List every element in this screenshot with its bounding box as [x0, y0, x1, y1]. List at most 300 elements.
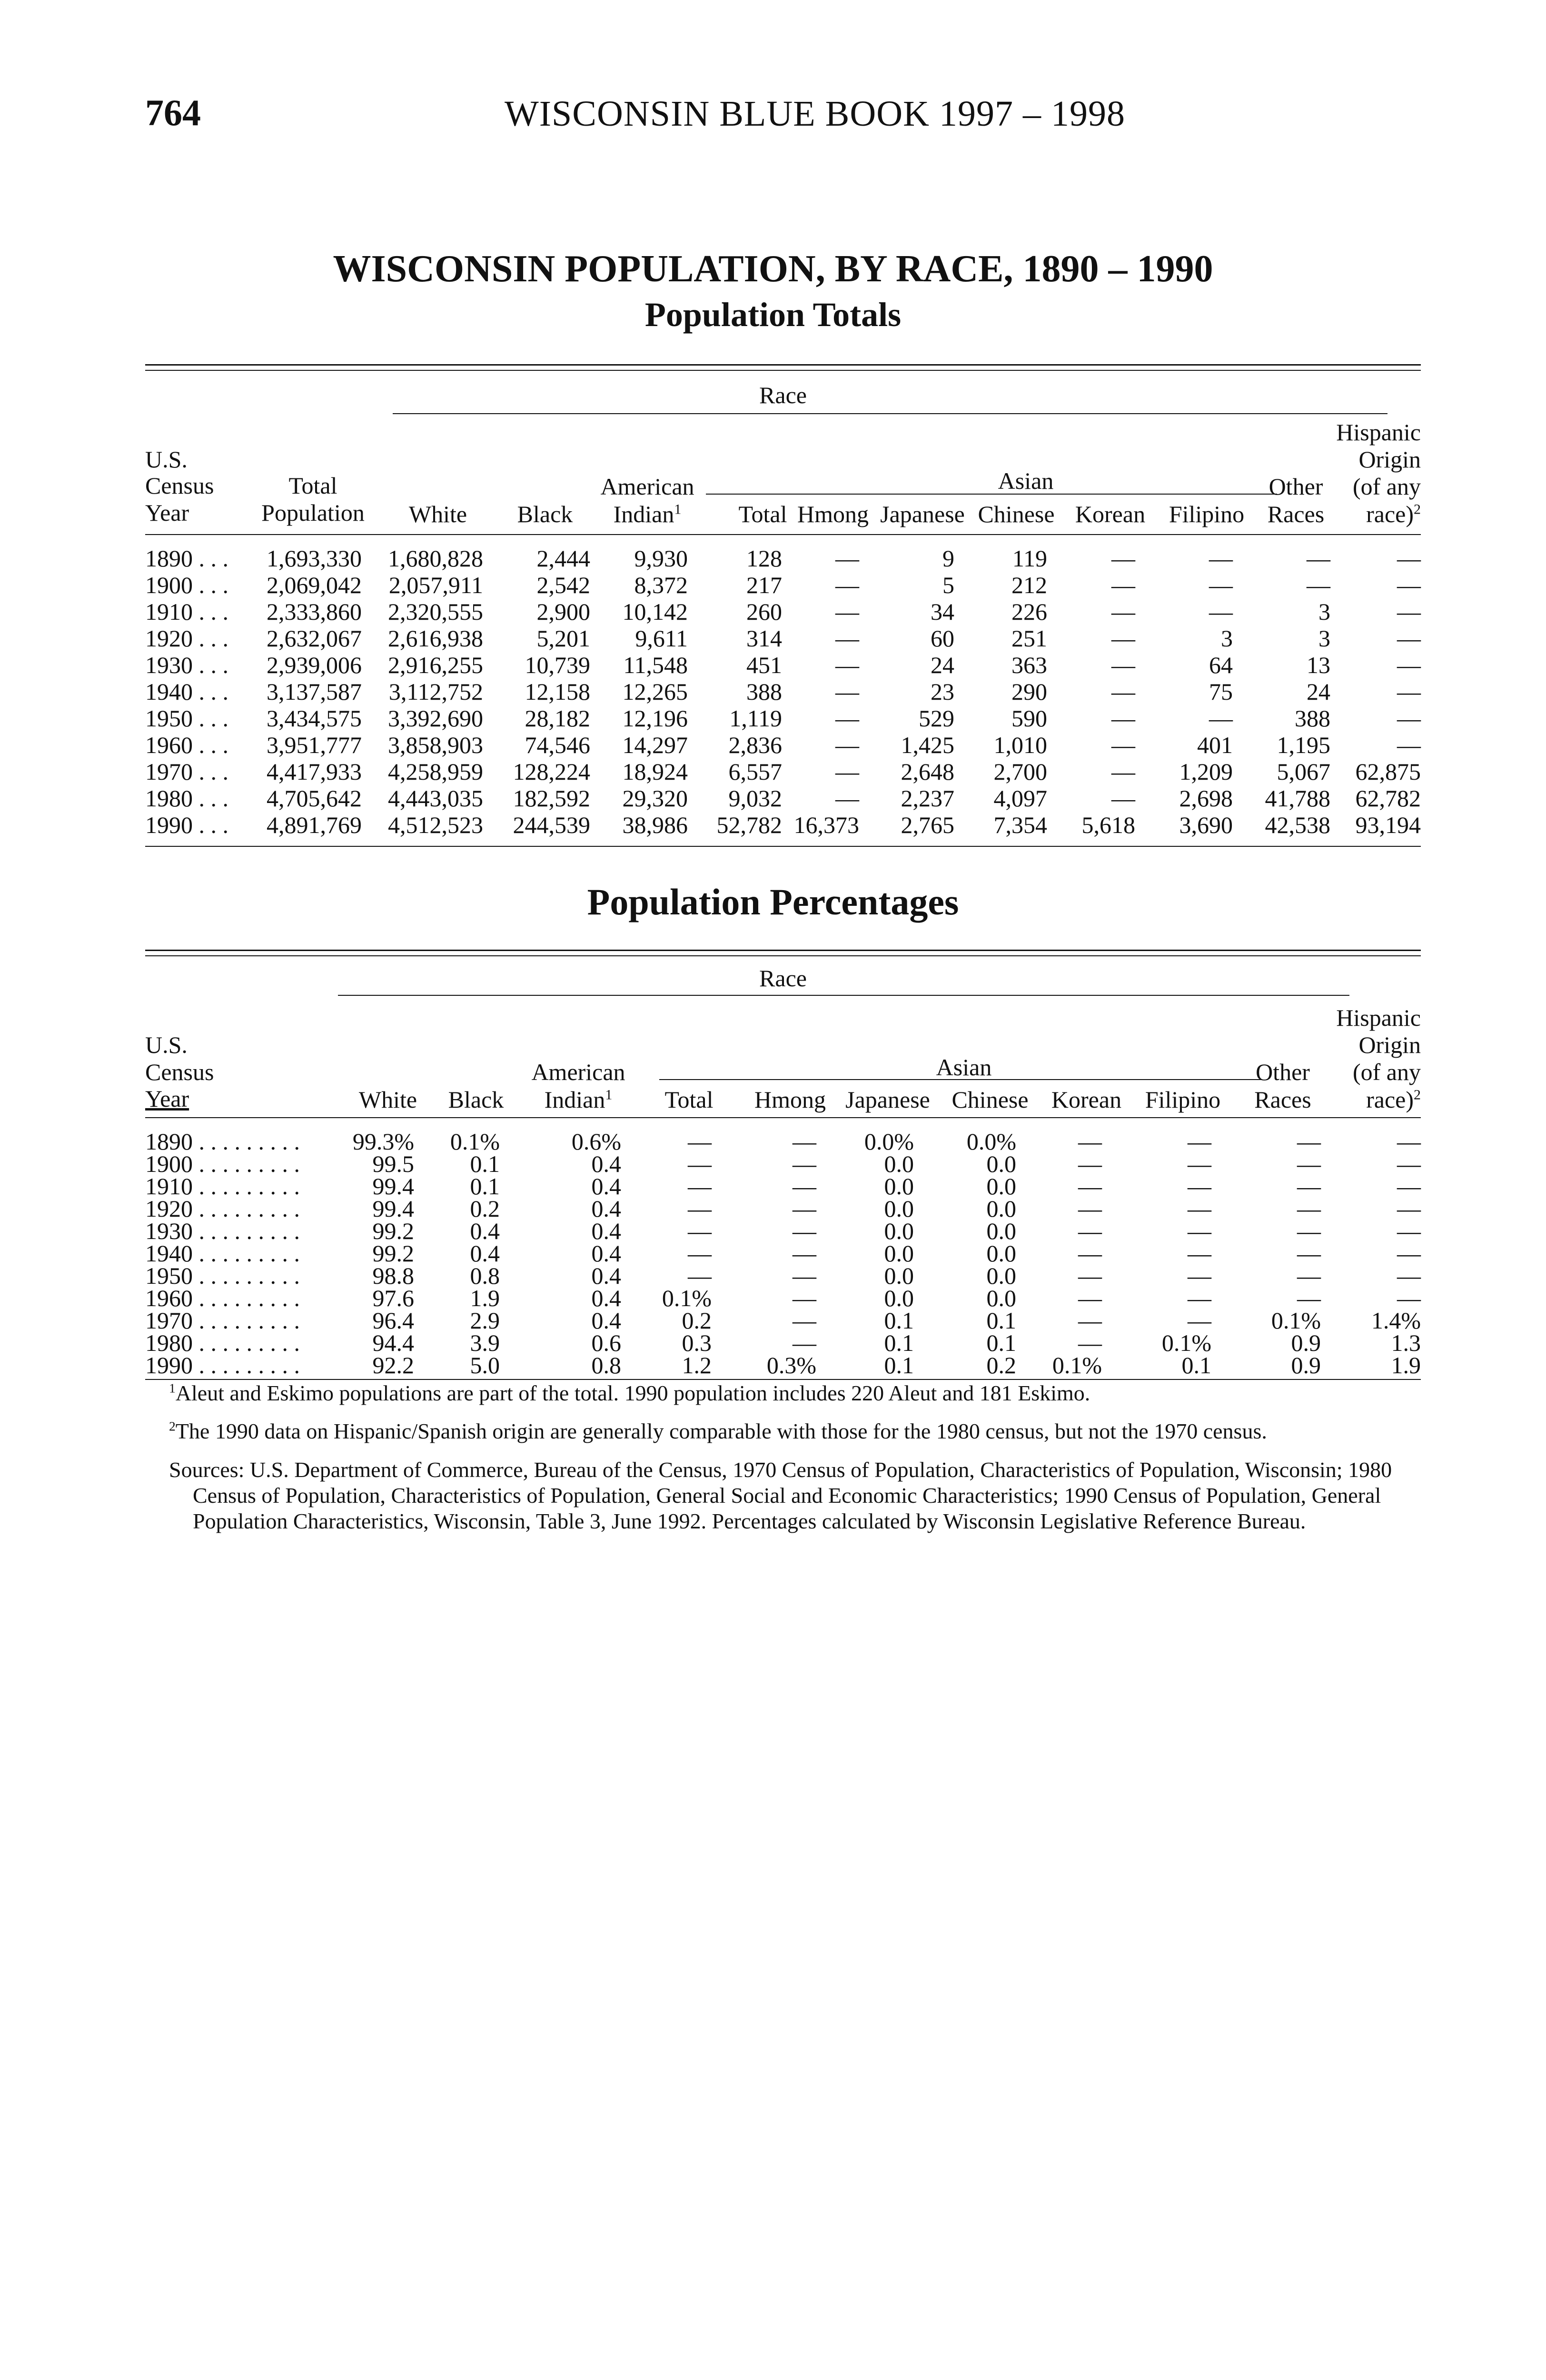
table-cell: 0.2 [682, 1307, 712, 1334]
asian-header: Asian [969, 469, 1083, 493]
table-cell: — [1397, 625, 1421, 652]
table-cell: — [1397, 572, 1421, 598]
table-cell: — [793, 1128, 816, 1155]
table-cell: 2,444 [536, 545, 590, 572]
asian-total-header: Total [664, 1086, 714, 1113]
table-cell: — [835, 625, 859, 652]
row-year: 1980 . . . [145, 785, 228, 812]
table-cell: — [1209, 545, 1233, 572]
other-header-1: Other [1269, 473, 1323, 500]
table-cell: 260 [746, 598, 782, 625]
table-cell: 0.8 [470, 1262, 500, 1289]
american-header: American [600, 473, 694, 500]
table-cell: 0.0% [966, 1128, 1016, 1155]
korean-header: Korean [1075, 501, 1146, 527]
table-cell: 9 [942, 545, 954, 572]
row-year: 1920 . . . . . . . . . [145, 1195, 300, 1222]
table-cell: 60 [931, 625, 954, 652]
row-year: 1990 . . . [145, 812, 228, 838]
table-cell: 0.4 [591, 1218, 621, 1244]
table-cell: 92.2 [372, 1352, 414, 1378]
table-cell: 5,618 [1081, 812, 1135, 838]
table-cell: 5,067 [1277, 758, 1330, 785]
table-cell: — [1297, 1218, 1321, 1244]
table-cell: 251 [1011, 625, 1047, 652]
other-header-2: Races [1254, 1086, 1311, 1113]
table-cell: — [1297, 1262, 1321, 1289]
top-rule-2 [145, 370, 1421, 371]
table-cell: — [1188, 1173, 1211, 1200]
table-cell: 1.3 [1391, 1329, 1421, 1356]
asian-rule [706, 494, 1277, 495]
hispanic-header-2: Origin [1358, 446, 1421, 473]
table-cell: 119 [1012, 545, 1047, 572]
year-header-3: Year [145, 1085, 189, 1112]
table-cell: 10,739 [525, 652, 590, 678]
table-cell: — [1397, 1150, 1421, 1177]
table-cell: 2,069,042 [267, 572, 362, 598]
table-cell: 24 [931, 652, 954, 678]
table-cell: 9,930 [634, 545, 688, 572]
table-cell: 2,320,555 [388, 598, 483, 625]
table-cell: 1,680,828 [388, 545, 483, 572]
total-header-2: Population [261, 499, 365, 526]
table-cell: 128,224 [513, 758, 590, 785]
table-cell: 5.0 [470, 1352, 500, 1378]
table-cell: — [1397, 1173, 1421, 1200]
table-cell: 3.9 [470, 1329, 500, 1356]
table-cell: 0.0 [884, 1218, 914, 1244]
table-cell: 2,616,938 [388, 625, 483, 652]
black-header: Black [517, 501, 573, 527]
table-cell: — [1297, 1240, 1321, 1267]
row-year: 1960 . . . [145, 732, 228, 758]
table-cell: 99.3% [352, 1128, 414, 1155]
table-cell: 4,258,959 [388, 758, 483, 785]
table-cell: — [1111, 625, 1135, 652]
hmong-header: Hmong [754, 1086, 826, 1113]
table-cell: — [1111, 545, 1135, 572]
table-cell: — [688, 1173, 712, 1200]
filipino-header: Filipino [1145, 1086, 1221, 1113]
table-cell: — [793, 1307, 816, 1334]
table-cell: 2,698 [1179, 785, 1233, 812]
table-cell: 10,142 [622, 598, 688, 625]
table-cell: 2,900 [536, 598, 590, 625]
table-cell: 2,542 [536, 572, 590, 598]
table-cell: — [1078, 1307, 1102, 1334]
table-cell: 0.1 [884, 1329, 914, 1356]
table-cell: — [688, 1128, 712, 1155]
table-cell: — [793, 1195, 816, 1222]
row-year: 1950 . . . [145, 705, 228, 732]
table-cell: 7,354 [993, 812, 1047, 838]
table-cell: 9,032 [728, 785, 782, 812]
table-cell: 3 [1318, 625, 1330, 652]
hispanic-header-1: Hispanic [1336, 419, 1421, 446]
table-cell: — [1209, 572, 1233, 598]
table-cell: 3 [1318, 598, 1330, 625]
table-cell: 4,512,523 [388, 812, 483, 838]
totals-subtitle: Population Totals [644, 296, 902, 334]
table-cell: 14,297 [622, 732, 688, 758]
page-number: 764 [145, 92, 201, 133]
table-cell: — [1397, 1218, 1421, 1244]
table-cell: — [1397, 1240, 1421, 1267]
indian-header: Indian$^1$ [544, 1086, 613, 1113]
white-header: White [408, 501, 467, 527]
table-cell: — [835, 572, 859, 598]
percentages-subtitle: Population Percentages [587, 881, 959, 922]
table-cell: 290 [1011, 678, 1047, 705]
table-cell: — [1397, 678, 1421, 705]
row-year: 1890 . . . [145, 545, 228, 572]
table-cell: 74,546 [525, 732, 590, 758]
table-cell: 2,648 [901, 758, 954, 785]
table-cell: 1.2 [682, 1352, 712, 1378]
table-cell: 244,539 [513, 812, 590, 838]
table-cell: — [1297, 1173, 1321, 1200]
hispanic-header-4: race)$^2$ [1366, 1086, 1421, 1113]
table-cell: 41,788 [1265, 785, 1330, 812]
table-cell: — [793, 1285, 816, 1311]
table-cell: 4,097 [993, 785, 1047, 812]
table-cell: 13 [1307, 652, 1330, 678]
table-cell: 0.0 [884, 1150, 914, 1177]
table-cell: 451 [746, 652, 782, 678]
table-cell: 99.4 [372, 1195, 414, 1222]
bottom-rule [145, 846, 1421, 847]
table-cell: 4,417,933 [267, 758, 362, 785]
table-cell: 0.2 [986, 1352, 1016, 1378]
table-cell: 1,195 [1277, 732, 1330, 758]
table-cell: — [793, 1150, 816, 1177]
table-cell: — [1111, 652, 1135, 678]
table-cell: 0.3% [766, 1352, 816, 1378]
table-cell: 99.4 [372, 1173, 414, 1200]
table-cell: 3,392,690 [388, 705, 483, 732]
table-cell: 0.0 [884, 1173, 914, 1200]
hispanic-header-4: race)$^2$ [1366, 501, 1421, 527]
table-cell: 75 [1209, 678, 1233, 705]
table-cell: 8,372 [634, 572, 688, 598]
table-cell: 42,538 [1265, 812, 1330, 838]
row-year: 1970 . . . [145, 758, 228, 785]
table-cell: — [1078, 1218, 1102, 1244]
table-cell: 128 [746, 545, 782, 572]
table-cell: 3,112,752 [388, 678, 483, 705]
table-cell: 1,010 [993, 732, 1047, 758]
page-title: WISCONSIN POPULATION, BY RACE, 1890 – 1990 [333, 248, 1213, 290]
table-cell: 0.0 [986, 1173, 1016, 1200]
year-header-1: U.S. [145, 446, 188, 473]
row-year: 1910 . . . . . . . . . [145, 1173, 300, 1200]
table-cell: 0.0 [884, 1285, 914, 1311]
table-cell: 0.0 [986, 1150, 1016, 1177]
table-cell: 0.4 [470, 1218, 500, 1244]
top-rule [145, 950, 1421, 951]
table-cell: — [1297, 1195, 1321, 1222]
table-cell: 2,765 [901, 812, 954, 838]
table-cell: 0.4 [591, 1307, 621, 1334]
table-cell: 5 [942, 572, 954, 598]
row-year: 1940 . . . . . . . . . [145, 1240, 300, 1267]
race-header: Race [759, 965, 807, 992]
row-year: 1930 . . . . . . . . . [145, 1218, 300, 1244]
table-cell: — [1397, 545, 1421, 572]
table-cell: 212 [1011, 572, 1047, 598]
percentages-table [145, 950, 1421, 1388]
table-cell: 52,782 [716, 812, 782, 838]
table-cell: 2.9 [470, 1307, 500, 1334]
footnote-2: $^2$The 1990 data on Hispanic/Spanish origin are generally comparable with those for the 1980 census, but not the 1970 census. [169, 1418, 1267, 1444]
row-year: 1960 . . . . . . . . . [145, 1285, 300, 1311]
table-cell: — [1111, 598, 1135, 625]
table-cell: 5,201 [536, 625, 590, 652]
hispanic-header-2: Origin [1358, 1031, 1421, 1058]
table-cell: 0.0 [884, 1195, 914, 1222]
other-header-2: Races [1267, 501, 1325, 527]
table-cell: 0.8 [591, 1352, 621, 1378]
bottom-rule [145, 1379, 1421, 1380]
table-cell: — [1078, 1262, 1102, 1289]
table-cell: — [1397, 1262, 1421, 1289]
table-cell: — [1188, 1240, 1211, 1267]
total-header-1: Total [288, 472, 337, 499]
table-cell: — [1078, 1285, 1102, 1311]
table-cell: — [793, 1329, 816, 1356]
asian-total-header: Total [738, 501, 787, 527]
running-head: WISCONSIN BLUE BOOK 1997 – 1998 [505, 94, 1125, 134]
table-cell: 12,158 [525, 678, 590, 705]
japanese-header: Japanese [845, 1086, 930, 1113]
table-cell: 2,916,255 [388, 652, 483, 678]
table-cell: 3,858,903 [388, 732, 483, 758]
chinese-header: Chinese [978, 501, 1055, 527]
other-header-1: Other [1256, 1059, 1310, 1085]
table-cell: — [1209, 598, 1233, 625]
table-cell: — [688, 1150, 712, 1177]
table-cell: — [1307, 572, 1330, 598]
table-cell: 2,057,911 [388, 572, 483, 598]
table-cell: 3,434,575 [267, 705, 362, 732]
table-cell: 99.2 [372, 1240, 414, 1267]
table-cell: — [1297, 1285, 1321, 1311]
chinese-header: Chinese [951, 1086, 1029, 1113]
row-year: 1950 . . . . . . . . . [145, 1262, 300, 1289]
table-cell: 388 [746, 678, 782, 705]
table-cell: — [1111, 785, 1135, 812]
table-cell: 0.1 [470, 1150, 500, 1177]
table-cell: 0.0 [986, 1240, 1016, 1267]
table-cell: 0.1 [884, 1352, 914, 1378]
table-cell: 401 [1197, 732, 1233, 758]
year-header-1: U.S. [145, 1031, 188, 1058]
table-cell: — [835, 758, 859, 785]
table-cell: 2,700 [993, 758, 1047, 785]
table-cell: 24 [1307, 678, 1330, 705]
row-year: 1980 . . . . . . . . . [145, 1329, 300, 1356]
year-header-3: Year [145, 499, 189, 526]
row-year: 1900 . . . [145, 572, 228, 598]
table-cell: 0.1 [1181, 1352, 1211, 1378]
japanese-header: Japanese [880, 501, 965, 527]
table-cell: — [835, 785, 859, 812]
table-cell: — [1188, 1195, 1211, 1222]
table-cell: 0.1% [1271, 1307, 1321, 1334]
hispanic-header-3: (of any [1353, 1059, 1421, 1085]
table-cell: 0.0 [986, 1262, 1016, 1289]
american-header: American [531, 1059, 625, 1085]
table-cell: 99.5 [372, 1150, 414, 1177]
table-cell: 16,373 [793, 812, 859, 838]
table-cell: 590 [1011, 705, 1047, 732]
table-cell: 0.4 [591, 1195, 621, 1222]
table-cell: — [688, 1218, 712, 1244]
row-year: 1930 . . . [145, 652, 228, 678]
table-cell: — [1307, 545, 1330, 572]
table-cell: 0.1 [986, 1329, 1016, 1356]
table-cell: 1,425 [901, 732, 954, 758]
table-cell: — [835, 732, 859, 758]
table-cell: 3,690 [1179, 812, 1233, 838]
table-cell: 0.0 [884, 1240, 914, 1267]
table-cell: 12,265 [622, 678, 688, 705]
row-year: 1910 . . . [145, 598, 228, 625]
footnote-1: $^1$Aleut and Eskimo populations are part of the total. 1990 population includes 220 Aleut and 181 Eskimo. [169, 1380, 1090, 1405]
table-cell: — [1397, 1128, 1421, 1155]
table-cell: 2,237 [901, 785, 954, 812]
table-cell: 363 [1011, 652, 1047, 678]
table-cell: 4,705,642 [267, 785, 362, 812]
table-cell: 1,209 [1179, 758, 1233, 785]
table-cell: 29,320 [622, 785, 688, 812]
table-cell: — [1078, 1150, 1102, 1177]
race-rule [393, 413, 1387, 414]
table-cell: 2,836 [728, 732, 782, 758]
race-rule [338, 995, 1349, 996]
table-cell: — [793, 1173, 816, 1200]
asian-header: Asian [912, 1055, 1016, 1079]
table-cell: 4,891,769 [267, 812, 362, 838]
table-cell: 0.6 [591, 1329, 621, 1356]
table-cell: 98.8 [372, 1262, 414, 1289]
hispanic-header-1: Hispanic [1336, 1004, 1421, 1031]
table-cell: 0.1% [1052, 1352, 1102, 1378]
indian-header: Indian$^1$ [613, 501, 682, 527]
table-cell: 1.4% [1371, 1307, 1421, 1334]
white-header: White [358, 1086, 417, 1113]
table-cell: 1.9 [470, 1285, 500, 1311]
row-year: 1890 . . . . . . . . . [145, 1128, 300, 1155]
table-cell: 97.6 [372, 1285, 414, 1311]
table-cell: — [1078, 1173, 1102, 1200]
table-cell: — [835, 545, 859, 572]
table-cell: 1.9 [1391, 1352, 1421, 1378]
table-cell: 0.0 [986, 1218, 1016, 1244]
table-cell: 0.2 [470, 1195, 500, 1222]
table-cell: 62,875 [1355, 758, 1421, 785]
table-cell: — [1397, 652, 1421, 678]
table-cell: 4,443,035 [388, 785, 483, 812]
table-cell: — [1397, 1285, 1421, 1311]
table-cell: 3,137,587 [267, 678, 362, 705]
table-cell: 34 [931, 598, 954, 625]
table-cell: 0.9 [1291, 1352, 1321, 1378]
table-cell: 1,693,330 [267, 545, 362, 572]
table-cell: 99.2 [372, 1218, 414, 1244]
table-cell: — [1111, 705, 1135, 732]
table-cell: 0.4 [591, 1150, 621, 1177]
korean-header: Korean [1051, 1086, 1122, 1113]
table-cell: — [835, 652, 859, 678]
table-cell: 2,333,860 [267, 598, 362, 625]
table-cell: 0.4 [591, 1240, 621, 1267]
table-cell: 0.4 [591, 1285, 621, 1311]
table-cell: 93,194 [1355, 812, 1421, 838]
race-header: Race [759, 382, 807, 408]
table-cell: 9,611 [635, 625, 688, 652]
hmong-header: Hmong [797, 501, 869, 527]
table-cell: 18,924 [622, 758, 688, 785]
table-cell: 3,951,777 [267, 732, 362, 758]
year-header-2: Census [145, 472, 214, 499]
table-cell: 28,182 [525, 705, 590, 732]
header-rule [145, 1117, 1421, 1118]
table-cell: 0.6% [571, 1128, 621, 1155]
table-cell: — [1297, 1150, 1321, 1177]
table-cell: 0.4 [470, 1240, 500, 1267]
table-cell: — [835, 705, 859, 732]
table-cell: 62,782 [1355, 785, 1421, 812]
table-cell: — [1078, 1240, 1102, 1267]
row-year: 1940 . . . [145, 678, 228, 705]
table-cell: — [1188, 1285, 1211, 1311]
table-cell: 0.0% [864, 1128, 914, 1155]
row-year: 1920 . . . [145, 625, 228, 652]
table-cell: 96.4 [372, 1307, 414, 1334]
header-rule [145, 534, 1421, 535]
table-cell: 0.0 [884, 1262, 914, 1289]
table-cell: 0.1% [1161, 1329, 1211, 1356]
table-cell: — [1078, 1329, 1102, 1356]
table-cell: 6,557 [728, 758, 782, 785]
table-cell: 182,592 [513, 785, 590, 812]
table-cell: 0.0 [986, 1195, 1016, 1222]
table-cell: 2,632,067 [267, 625, 362, 652]
table-cell: — [1209, 705, 1233, 732]
table-cell: — [1188, 1218, 1211, 1244]
table-cell: — [1188, 1128, 1211, 1155]
table-cell: 314 [746, 625, 782, 652]
table-cell: 3 [1221, 625, 1233, 652]
table-cell: — [793, 1240, 816, 1267]
table-cell: 0.1 [986, 1307, 1016, 1334]
table-cell: — [1188, 1262, 1211, 1289]
table-cell: — [835, 598, 859, 625]
table-cell: — [1188, 1150, 1211, 1177]
table-cell: — [1297, 1128, 1321, 1155]
black-header: Black [448, 1086, 504, 1113]
table-cell: — [1397, 732, 1421, 758]
table-cell: — [793, 1218, 816, 1244]
table-cell: — [1111, 758, 1135, 785]
table-cell: 23 [931, 678, 954, 705]
table-cell: — [835, 678, 859, 705]
table-cell: 0.1% [662, 1285, 712, 1311]
filipino-header: Filipino [1169, 501, 1245, 527]
table-cell: 226 [1011, 598, 1047, 625]
